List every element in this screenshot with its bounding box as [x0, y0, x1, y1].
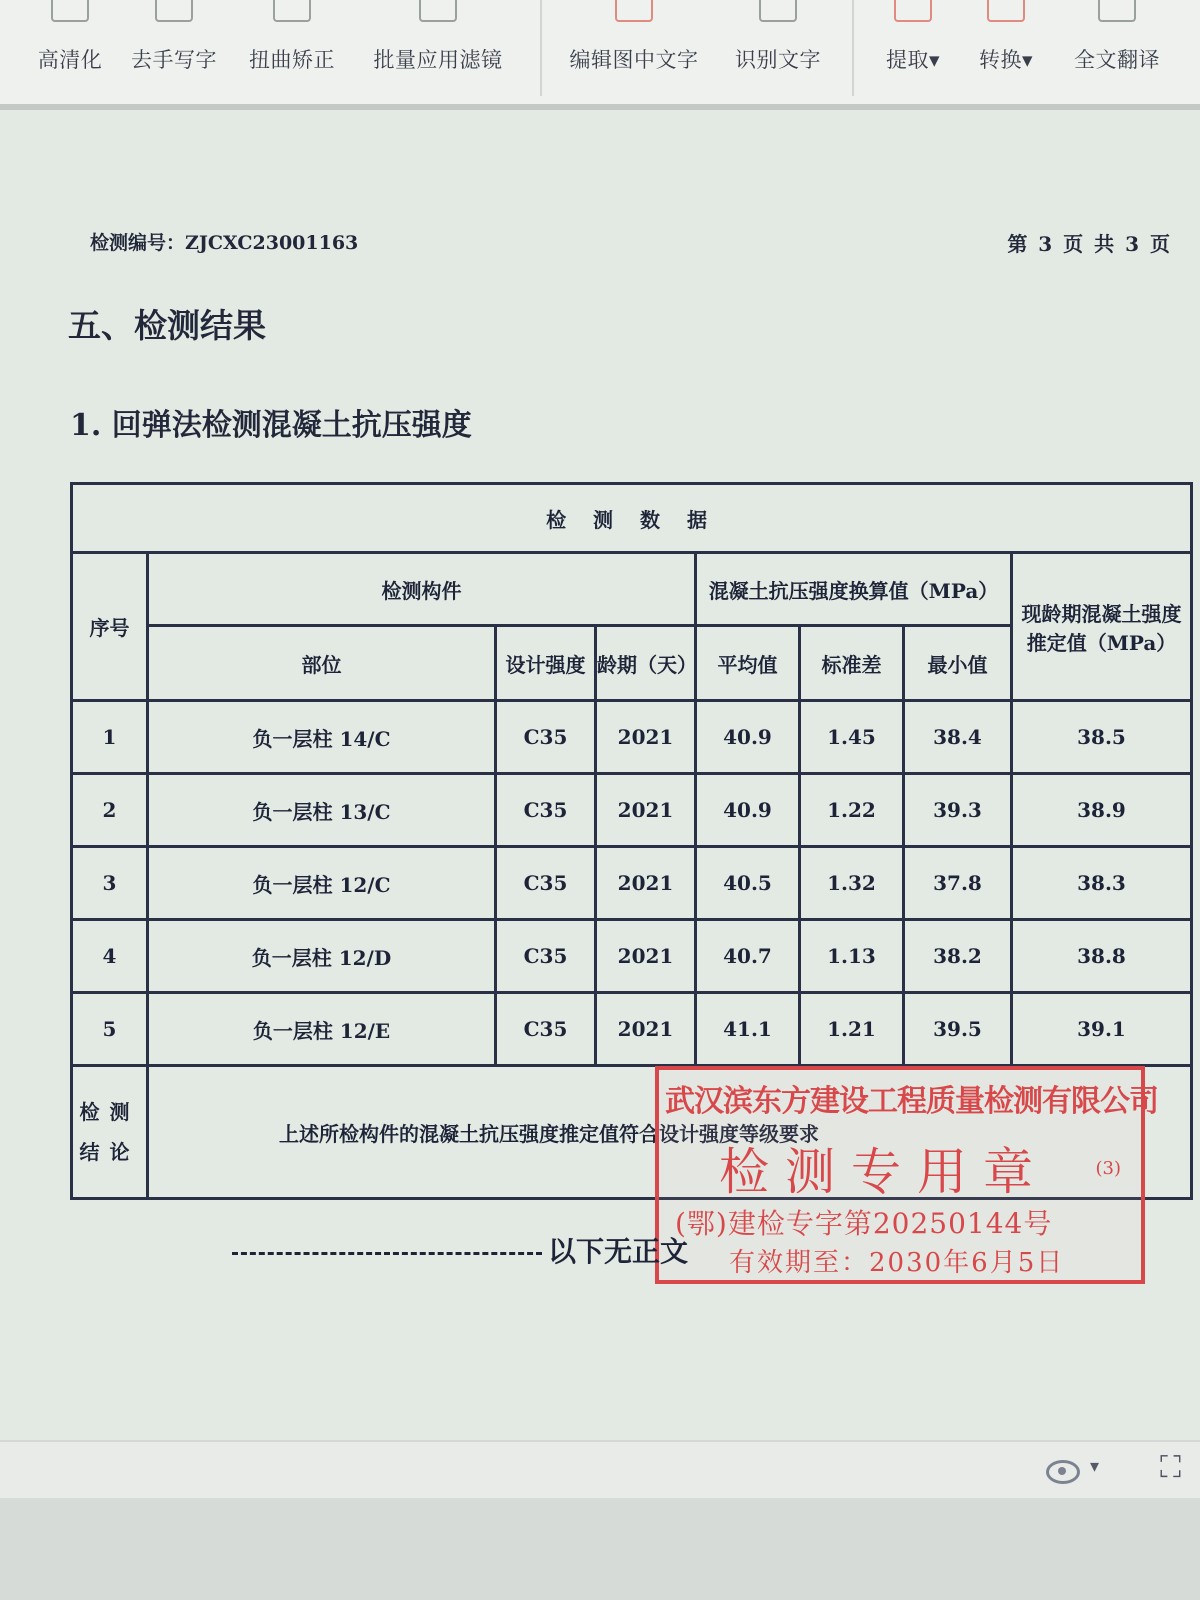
cell-mean: 40.9: [696, 774, 800, 847]
ocr-label: 识别文字: [735, 48, 821, 72]
conclusion-text: 上述所检构件的混凝土抗压强度推定值符合设计强度等级要求: [148, 1066, 1192, 1199]
bottom-area: [0, 1498, 1200, 1600]
remove-handwriting-label: 去手写字: [131, 48, 217, 72]
stamp-title: 检测专用章: [719, 1143, 1049, 1201]
convert-button[interactable]: [966, 0, 1046, 96]
cell-seq: 4: [72, 920, 148, 993]
cell-inferred: 38.9: [1012, 774, 1192, 847]
page-info: 第 3 页 共 3 页: [1007, 232, 1172, 256]
cell-min: 38.4: [904, 701, 1012, 774]
cell-std: 1.22: [800, 774, 904, 847]
distortion-correct-label: 扭曲矫正: [249, 48, 335, 72]
table-row: [72, 847, 1192, 920]
enhance-button[interactable]: [22, 0, 118, 96]
cell-location: 负一层柱 12/C: [148, 847, 496, 920]
extract-button[interactable]: [874, 0, 952, 96]
cell-location: 负一层柱 13/C: [148, 774, 496, 847]
translate-label: 全文翻译: [1074, 48, 1160, 72]
table-row: [72, 701, 1192, 774]
stamp-cert: (鄂)建检专字第20250144号: [675, 1207, 1053, 1240]
cell-min: 39.3: [904, 774, 1012, 847]
edit-text-button[interactable]: [558, 0, 710, 96]
cell-std: 1.45: [800, 701, 904, 774]
cell-age: 2021: [596, 701, 696, 774]
extract-icon: [894, 0, 932, 22]
cell-std: 1.13: [800, 920, 904, 993]
report-number: 检测编号：ZJCXC23001163: [90, 232, 359, 254]
end-of-text-line: [232, 1230, 688, 1270]
header-std: 标准差: [800, 626, 904, 701]
header-mean: 平均值: [696, 626, 800, 701]
cell-mean: 40.7: [696, 920, 800, 993]
toolbar-separator: [540, 0, 542, 96]
conclusion-label: 检测结论: [72, 1066, 148, 1199]
table-row: [72, 920, 1192, 993]
convert-label: 转换▾: [978, 48, 1034, 72]
table-row: [72, 774, 1192, 847]
stamp-company: 武汉滨东方建设工程质量检测有限公司: [665, 1084, 1158, 1119]
enhance-label: 高清化: [37, 48, 103, 72]
chevron-down-icon[interactable]: ▾: [1090, 1456, 1100, 1477]
end-of-text-label: 以下无正文: [548, 1235, 689, 1268]
batch-filter-icon: [419, 0, 457, 22]
batch-filter-label: 批量应用滤镜: [373, 48, 503, 72]
status-bar: [0, 1440, 1200, 1500]
cell-min: 39.5: [904, 993, 1012, 1066]
header-strength-group: 混凝土抗压强度换算值（MPa）: [696, 553, 1012, 626]
extract-label: 提取▾: [885, 48, 941, 72]
distortion-correct-icon: [273, 0, 311, 22]
eye-icon[interactable]: [1046, 1460, 1080, 1484]
header-seq: 序号: [72, 553, 148, 701]
cell-seq: 3: [72, 847, 148, 920]
cell-age: 2021: [596, 993, 696, 1066]
subsection-title: 1. 回弹法检测混凝土抗压强度: [70, 408, 472, 443]
header-min: 最小值: [904, 626, 1012, 701]
enhance-icon: [51, 0, 89, 22]
official-stamp: [655, 1066, 1158, 1284]
remove-handwriting-button[interactable]: [124, 0, 224, 96]
distortion-correct-button[interactable]: [240, 0, 344, 96]
cell-mean: 41.1: [696, 993, 800, 1066]
cell-location: 负一层柱 14/C: [148, 701, 496, 774]
translate-button[interactable]: [1062, 0, 1172, 96]
toolbar-separator: [852, 0, 854, 96]
stamp-number: (3): [1095, 1158, 1121, 1179]
section-title: 五、检测结果: [68, 306, 266, 345]
cell-mean: 40.9: [696, 701, 800, 774]
cell-inferred: 38.5: [1012, 701, 1192, 774]
cell-inferred: 39.1: [1012, 993, 1192, 1066]
cell-min: 37.8: [904, 847, 1012, 920]
cell-location: 负一层柱 12/E: [148, 993, 496, 1066]
cell-inferred: 38.8: [1012, 920, 1192, 993]
table-caption: 检 测 数 据: [72, 484, 1192, 553]
cell-min: 38.2: [904, 920, 1012, 993]
translate-icon: [1098, 0, 1136, 22]
fit-screen-icon[interactable]: ⛶: [1160, 1450, 1181, 1485]
header-component: 检测构件: [148, 553, 696, 626]
document-page: [0, 110, 1200, 1440]
cell-age: 2021: [596, 847, 696, 920]
ocr-button[interactable]: [726, 0, 830, 96]
cell-seq: 1: [72, 701, 148, 774]
dashed-line: [232, 1252, 542, 1255]
cell-location: 负一层柱 12/D: [148, 920, 496, 993]
cell-design: C35: [496, 920, 596, 993]
cell-mean: 40.5: [696, 847, 800, 920]
cell-design: C35: [496, 701, 596, 774]
remove-handwriting-icon: [155, 0, 193, 22]
chevron-down-icon: ▾: [928, 48, 941, 72]
batch-filter-button[interactable]: [360, 0, 516, 96]
cell-age: 2021: [596, 920, 696, 993]
edit-text-icon: [615, 0, 653, 22]
header-design-strength: 设计强度: [496, 626, 596, 701]
edit-text-label: 编辑图中文字: [569, 48, 699, 72]
convert-icon: [987, 0, 1025, 22]
cell-age: 2021: [596, 774, 696, 847]
toolbar: [0, 0, 1200, 110]
cell-seq: 2: [72, 774, 148, 847]
cell-std: 1.32: [800, 847, 904, 920]
header-inferred: 现龄期混凝土强度推定值（MPa）: [1012, 553, 1192, 701]
cell-design: C35: [496, 993, 596, 1066]
cell-std: 1.21: [800, 993, 904, 1066]
ocr-icon: [759, 0, 797, 22]
table-row: [72, 993, 1192, 1066]
cell-inferred: 38.3: [1012, 847, 1192, 920]
cell-seq: 5: [72, 993, 148, 1066]
header-location: 部位: [148, 626, 496, 701]
header-age: 龄期（天）: [596, 626, 696, 701]
cell-design: C35: [496, 847, 596, 920]
chevron-down-icon: ▾: [1021, 48, 1034, 72]
cell-design: C35: [496, 774, 596, 847]
stamp-valid: 有效期至：2030年6月5日: [729, 1248, 1065, 1278]
